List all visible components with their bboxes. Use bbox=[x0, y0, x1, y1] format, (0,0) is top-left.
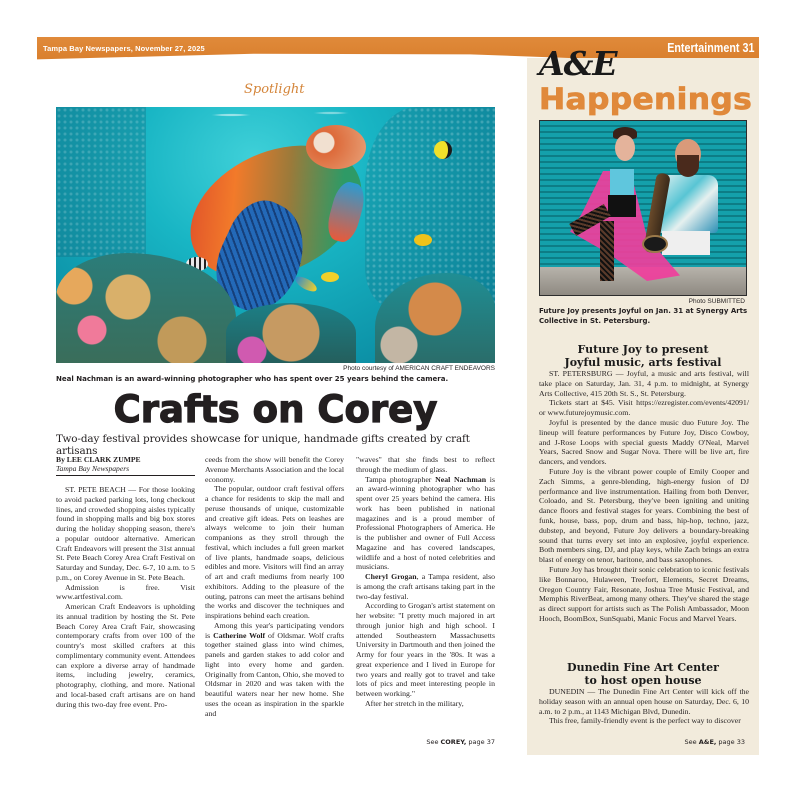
main-headline: Crafts on Corey bbox=[113, 388, 438, 431]
story-body: ST. PETERSBURG — Joyful, a music and arts festival, will take place on Saturday, Jan. 31, 4 p.m. to midnight, at Synergy Arts Collective, 415 20th St. S., St. Petersburg. Tickets start at $45. Visit https://ezregister.com/events/42091/ or www.futurejoymusic.com. Joyful is presented by the dance music duo Future Joy. The lineup will feature performances by Future Joy, Disco Cowboy, and J-Rose Loops with special guests Maddy O'Neal, Marvel Years, Sacred Snow and Sugar Nova. There will be live art, fire dancers, and vendors. Future Joy is the vibrant power couple of Emily Cooper and Zach Simms, a genre-blending, high-energy fusion of DJ performance and live instrumentation. Hailing from both Denver, Coloado, and St. Petersburg, they've been igniting and uniting dance floors and festival stages for years. Combining the best of funk, house, bass, pop, drum and bass, hip-hop, techno, jazz, dubstep, and beyond, Future Joy delivers a boundary-breaking sound that turns every set into an explosive, joyful experience. Both members sing, DJ, and play keys, while Zach brings an extra blast of energy on tenor, baritone, and bass saxophones. Future Joy has brought their sonic celebration to iconic festivals like Bonnaroo, Hulaween, Treefort, Elements, Secret Dreams, Oregon Country Fair, Resonate, Joshua Tree Music Festival, and Memphis RiverBeat, among many others. They've shared the stage as direct support for artists such as The Polish Ambassador, Moon Hooch, BoomBox, SunSquabi, Manic Focus and Marvel Years. bbox=[539, 369, 749, 623]
woman-leg bbox=[600, 221, 614, 281]
man-beard bbox=[677, 155, 699, 177]
vendor-name: Cheryl Grogan bbox=[365, 572, 417, 581]
coral-reef bbox=[226, 303, 356, 363]
story-headline: Dunedin Fine Art Center to host open house bbox=[567, 661, 719, 687]
future-joy-photo bbox=[539, 120, 747, 296]
main-photo-caption: Neal Nachman is an award-winning photographer who has spent over 25 years behind the camera. bbox=[56, 374, 449, 383]
fish-icon bbox=[434, 141, 452, 159]
section-page-number: Entertainment 31 bbox=[666, 41, 754, 55]
sidebar-photo-caption: Future Joy presents Joyful on Jan. 31 at Synergy Arts Collective in St. Petersburg. bbox=[539, 307, 748, 325]
coral-wall bbox=[56, 107, 146, 257]
woman-shorts bbox=[608, 195, 636, 217]
coral-reef bbox=[56, 253, 236, 363]
byline-organization: Tampa Bay Newspapers bbox=[56, 464, 195, 476]
main-photo-credit: Photo courtesy of AMERICAN CRAFT ENDEAVORS bbox=[343, 365, 495, 372]
publication-dateline: Tampa Bay Newspapers, November 27, 2025 bbox=[43, 44, 205, 53]
surface-light bbox=[156, 107, 406, 127]
saxophone-bell bbox=[642, 235, 668, 253]
jump-line[interactable]: See A&E, page 33 bbox=[684, 738, 745, 746]
fish-icon bbox=[293, 274, 319, 295]
byline-author: By LEE CLARK ZUMPE bbox=[56, 455, 141, 464]
article-column-3: "waves" that she finds best to reflect through the medium of glass. Tampa photographer Neal Nachman is an award-winning photographer who has spent over 25 years behind the camera. His work has been published in national magazines and is a proud member of Professional Photographers of America. He is the publisher and owner of Full Access Magazine and has covered landscapes, wildlife and a host of noted celebrities and musicians. Cheryl Grogan, a Tampa resident, also is among the craft artisans taking part in the two-day festival. According to Grogan's artist statement on her website: "I pretty much majored in art through junior high and high school. I attended Southeastern Massachusetts University in Dartmouth and then joined the Army for four years in the '80s. It was a great experience and I lived in Europe for two years and really got to travel and take lots of pics and meet interesting people in between working." After her stretch in the military, bbox=[356, 455, 496, 708]
deck-subhead: Two-day festival provides showcase for unique, handmade gifts created by craft artisans bbox=[56, 433, 470, 457]
article-column-1: ST. PETE BEACH — For those looking to avoid packed parking lots, long checkout lines, and crowded shopping aisles typically found in shopping malls and big box stores during the holiday shopping season, there's a popular outdoor alternative. American Craft Endeavors will present the 31st annual St. Pete Beach Corey Area Craft Festival on Saturday and Sunday, Dec. 6-7, 10 a.m. to 5 p.m., on Corey Avenue in St. Pete Beach. Admission is free. Visit www.artfestival.com. American Craft Endeavors is upholding its annual tradition by hosting the St. Pete Beach Corey Area Craft Fair, showcasing contemporary crafts from over 100 of the country's most skilled crafters at this complimentary community event. Attendees can explore a diverse array of handmade items, including jewelry, ceramics, photography, clothing, and more. National and local-based craft artisans are on hand during this two-day free event. Pro- bbox=[56, 485, 195, 709]
story-body: DUNEDIN — The Dunedin Fine Art Center will kick off the holiday season with an annual open house on Saturday, Dec. 6, 10 a.m. to 2 p.m., at 1143 Michigan Blvd, Dunedin. This free, family-friendly event is the perfect way to discover bbox=[539, 687, 749, 726]
byline bbox=[56, 455, 195, 476]
article-column-2: ceeds from the show will benefit the Corey Avenue Merchants Association and the local economy. The popular, outdoor craft festival offers a chance for residents to skip the mall and peruse thousands of unique, customizable and creative gift ideas. Pets on leashes are always welcome to join their human companions as they stroll through the festival, which includes a full green market of live plants, handmade soaps, delicious edibles and more. Visitors will find an array of art and craft mediums from nearly 100 exhibitors. Adding to the pleasure of the outing, patrons can meet the artisans behind the works and discover the techniques and inspirations behind each creation. Among this year's participating vendors is Catherine Wolf of Oldsmar. Wolf crafts together stained glass into wind chimes, panels and garden stakes to add color and light into every home and garden. Originally from Canton, Ohio, she moved to Oldsmar in 2020 and was taken with the beautiful waters near her new home. She uses the ocean as inspiration in the sparkle and bbox=[205, 455, 345, 718]
section-label: Spotlight bbox=[244, 82, 305, 97]
sidebar-photo-credit: Photo SUBMITTED bbox=[688, 298, 745, 305]
sidebar-title-block: Happenings bbox=[539, 82, 753, 116]
woman-head bbox=[615, 135, 635, 161]
fish-icon bbox=[321, 272, 339, 282]
story-headline: Future Joy to present Joyful music, arts festival bbox=[564, 343, 722, 369]
vendor-name: Catherine Wolf bbox=[213, 630, 266, 640]
turtle-head bbox=[306, 125, 366, 169]
vendor-name: Neal Nachman bbox=[435, 474, 487, 484]
sea-turtle-photo bbox=[56, 107, 495, 363]
jump-line[interactable]: See COREY, page 37 bbox=[426, 738, 495, 746]
woman-top bbox=[610, 169, 634, 195]
man-shorts bbox=[662, 231, 710, 255]
fish-icon bbox=[414, 234, 432, 246]
sidebar-title-script: A&E bbox=[539, 44, 617, 83]
